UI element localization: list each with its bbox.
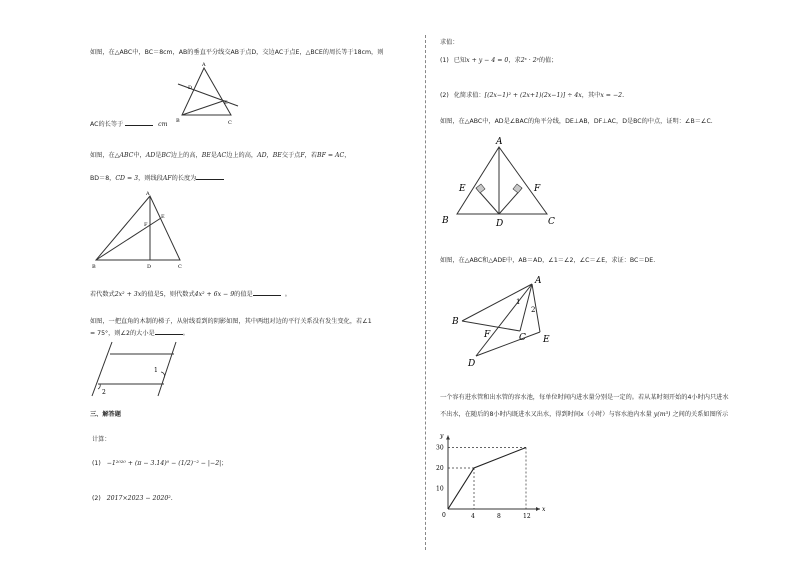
label-angle-1: 1	[154, 367, 158, 374]
math: AD，BE	[257, 152, 282, 159]
text: 。	[284, 291, 291, 298]
y-tick-label-10: 10	[436, 485, 444, 493]
label-B: B	[442, 216, 449, 226]
math: [(2x−1)² + (2x+1)(2x−1)] ÷ 4x	[484, 92, 582, 99]
series-line	[448, 448, 526, 510]
math: BE	[201, 152, 211, 159]
math: AD	[145, 152, 156, 159]
text: 。	[182, 330, 189, 337]
math: x = −2.	[600, 92, 625, 99]
label-A: A	[496, 137, 503, 147]
text: 若代数式	[90, 291, 115, 298]
math: 4x² + 6x − 9	[194, 291, 235, 298]
problem-7-line-1: 一个容有进水管和出水管的容水池，每单位时间内进水量分别是一定的。若从某时刻开始的4小时内只进水	[440, 394, 729, 401]
column-divider	[425, 35, 426, 550]
section-heading-solutions: 三、解答题	[90, 411, 121, 418]
text: = 75°，则∠2的大小是	[90, 330, 155, 337]
text: 是	[155, 152, 162, 159]
label-C: C	[519, 333, 526, 343]
x-tick-label-12: 12	[523, 513, 531, 520]
text: 的长度为	[171, 175, 197, 182]
label-C: C	[228, 120, 232, 126]
label-B: B	[176, 118, 180, 124]
text: 已知	[453, 57, 467, 64]
problem-2-line-2	[90, 176, 224, 182]
text: ，其中	[581, 92, 601, 99]
answer-blank-2[interactable]	[196, 179, 224, 180]
math: F	[300, 152, 305, 159]
text: 化简求值：	[453, 92, 485, 99]
math: AC	[216, 152, 227, 159]
problem-7-line-2	[440, 412, 728, 418]
problem-4-line-1: 如图，一把直角的木制的梯子，从射线看到的阴影如图，其中两组对边的平行关系没有发生变化，若∠1	[90, 318, 372, 325]
text: 之间的关系如图所示	[672, 411, 729, 418]
text: 边上的高，	[226, 152, 258, 159]
label-E: E	[161, 214, 165, 220]
math: BF = AC	[317, 152, 345, 159]
answer-blank-4[interactable]	[155, 334, 183, 335]
unit-cm: cm	[158, 121, 168, 128]
label-C: C	[548, 217, 555, 227]
math: CD = 3	[115, 175, 139, 182]
math: 2x² + 3x	[114, 291, 142, 298]
math-expression: 2017×2023 − 2020².	[106, 495, 173, 502]
problem-3-text	[90, 292, 291, 298]
text: 是	[210, 152, 217, 159]
figure-ladder-parallelogram	[86, 340, 186, 400]
label-F: F	[484, 330, 491, 340]
math: y(m³)	[653, 411, 671, 418]
label-A: A	[535, 276, 542, 286]
math: BC	[161, 152, 171, 159]
label-A: A	[146, 191, 150, 197]
math: AF	[162, 175, 172, 182]
label-angle-2: 2	[531, 306, 536, 314]
calc-question-2	[92, 496, 173, 502]
calc-question-1	[92, 461, 227, 467]
calculation-intro: 计算：	[92, 436, 111, 443]
text: ，求	[508, 57, 521, 64]
x-tick-label-4: 4	[471, 513, 475, 520]
text: 的值是	[234, 291, 253, 298]
problem-1-text: 如图，在△ABC中，BC＝8cm，AB的垂直平分线交AB于点D，交边AC于点E，△BCE的周长等于18cm，则	[90, 49, 384, 56]
figure-two-triangles	[440, 272, 580, 370]
figure-angle-bisector-triangle	[440, 135, 570, 227]
problem-1-answer-line	[90, 122, 167, 128]
math: △ABC	[114, 152, 134, 159]
problem-5-text: 如图，在△ABC中，AD是∠BAC的角平分线，DE⊥AB，DF⊥AC，D是BC的中点，证明：∠B＝∠C.	[440, 118, 713, 125]
text: ，	[344, 152, 351, 159]
figure-triangle-perpendicular-bisector	[170, 62, 250, 127]
x-axis-label: x	[542, 506, 546, 513]
x-tick-label-8: 8	[497, 513, 501, 520]
question-number: (2)	[92, 495, 101, 502]
label-F: F	[144, 222, 148, 228]
water-volume-line-chart	[430, 432, 546, 520]
problem-4-line-2	[90, 331, 189, 337]
text: ，若	[304, 152, 318, 159]
math: x + y − 4 = 0	[466, 57, 509, 64]
label-B: B	[92, 264, 96, 270]
x-axis-arrow	[536, 507, 540, 511]
y-axis-label: y	[440, 432, 444, 440]
text: 的值是5，则代数式	[141, 291, 195, 298]
math-expression: −1²⁰²⁰ + (π − 3.14)⁰ − (1/2)⁻² − |−2|	[106, 460, 222, 467]
label-C: C	[178, 264, 182, 270]
label-D: D	[468, 359, 476, 369]
label-D: D	[188, 85, 193, 91]
answer-blank-3[interactable]	[253, 295, 281, 296]
text: BD＝8，	[90, 175, 116, 182]
label-F: F	[534, 184, 541, 194]
text: 中，	[133, 152, 146, 159]
question-number: (1)	[440, 57, 449, 64]
text: 不出水，在随后的8小时内既进水又出水，得到时间x（小时）与容水池内水量	[440, 411, 652, 418]
text: 的值；	[538, 57, 558, 64]
answer-blank-1[interactable]	[125, 125, 153, 126]
question-number: (1)	[92, 460, 101, 467]
label-angle-1: 1	[516, 298, 521, 306]
y-tick-label-20: 20	[436, 465, 444, 472]
label-E: E	[224, 100, 228, 106]
origin-label: 0	[442, 512, 446, 519]
figure-triangle-altitudes	[90, 190, 190, 272]
label-D: D	[147, 264, 152, 270]
label-A: A	[202, 62, 206, 68]
problem-1-prompt: AC的长等于	[90, 121, 124, 128]
question-number: (2)	[440, 92, 449, 99]
y-tick-label-30: 30	[436, 444, 444, 452]
evaluate-header: 求值：	[440, 39, 459, 46]
y-axis-arrow	[446, 436, 450, 440]
text: ，则线段	[138, 175, 163, 182]
label-E: E	[543, 335, 550, 345]
problem-2-line-1	[90, 153, 350, 159]
text: ；	[221, 460, 228, 467]
label-B: B	[452, 317, 459, 327]
text: 边上的高，	[170, 152, 202, 159]
text: 如图，在	[90, 152, 115, 159]
evaluate-question-1	[440, 58, 557, 64]
text: 交于点	[281, 152, 301, 159]
evaluate-question-2	[440, 93, 624, 99]
label-E: E	[459, 184, 466, 194]
problem-6-text: 如图，在△ABC和△ADE中，AB＝AD，∠1＝∠2，∠C＝∠E，求证：BC＝DE.	[440, 257, 656, 264]
math: 2ˣ · 2ʸ	[520, 57, 539, 64]
label-angle-2: 2	[102, 389, 106, 396]
label-D: D	[496, 219, 504, 229]
